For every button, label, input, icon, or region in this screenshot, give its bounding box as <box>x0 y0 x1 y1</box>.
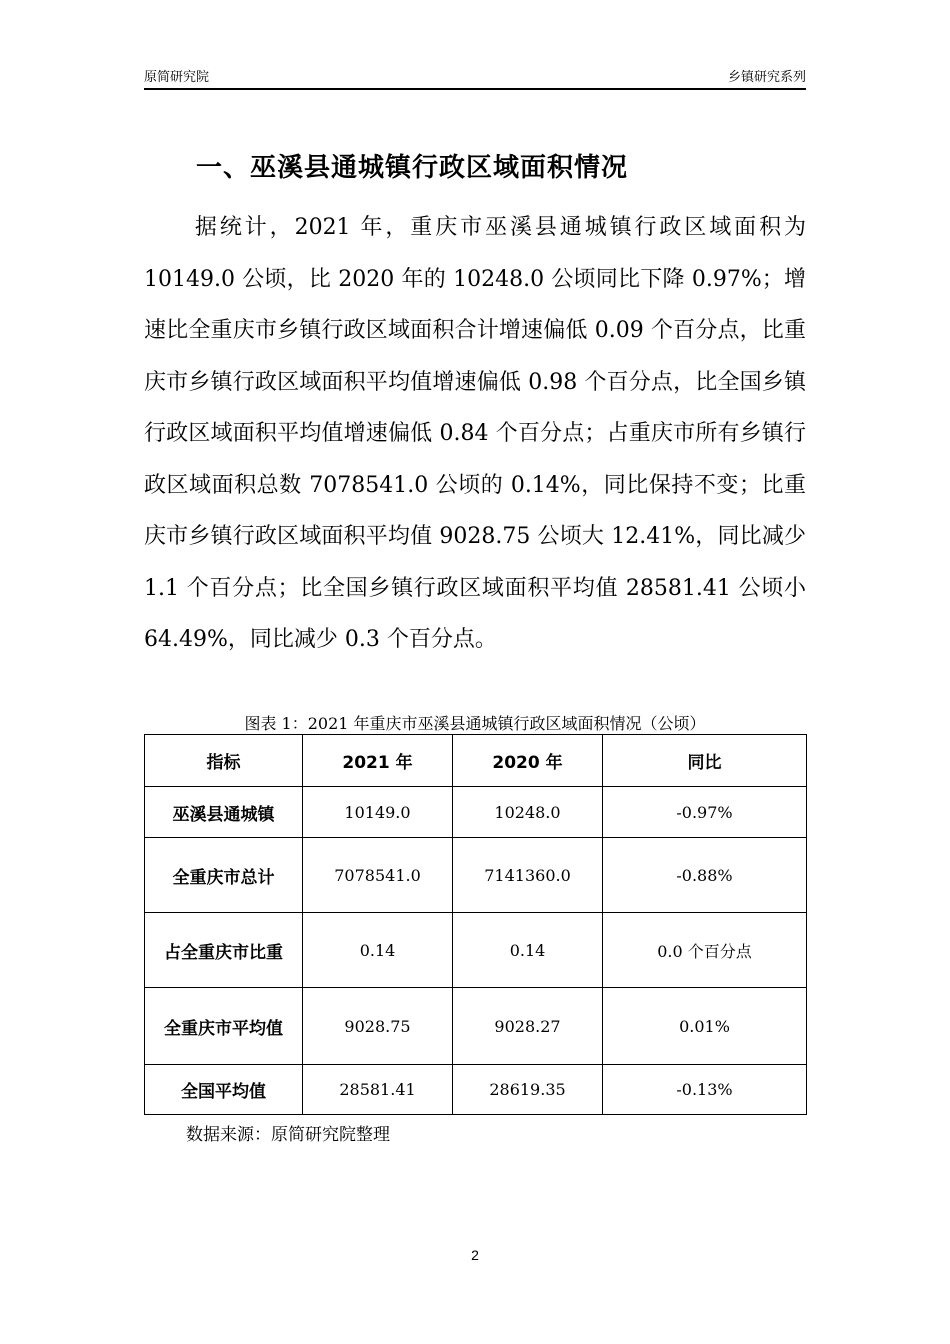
table-row <box>145 988 807 1065</box>
cell-yoy: -0.13% <box>603 1065 807 1115</box>
cell-yoy: 0.01% <box>603 988 807 1065</box>
row-label: 占全重庆市比重 <box>145 913 303 988</box>
table-row <box>145 1065 807 1115</box>
header-cell-2020: 2020 年 <box>453 735 603 787</box>
body-paragraph <box>144 202 806 666</box>
table-row <box>145 787 807 838</box>
section-title: 一、巫溪县通城镇行政区域面积情况 <box>196 153 629 183</box>
table-header-row <box>145 735 807 787</box>
header-cell-indicator: 指标 <box>145 735 303 787</box>
header-cell-yoy: 同比 <box>603 735 807 787</box>
page-number: 2 <box>471 1247 479 1263</box>
cell-2020: 28619.35 <box>453 1065 603 1115</box>
cell-yoy: -0.88% <box>603 838 807 913</box>
header-series-name: 乡镇研究系列 <box>727 69 806 84</box>
cell-2020: 0.14 <box>453 913 603 988</box>
cell-2021: 10149.0 <box>303 787 453 838</box>
header-org-name: 原简研究院 <box>144 69 210 84</box>
data-source-note: 数据来源：原简研究院整理 <box>186 1125 390 1145</box>
table-row <box>145 913 807 988</box>
row-label: 全国平均值 <box>145 1065 303 1115</box>
table-row <box>145 838 807 913</box>
cell-2021: 0.14 <box>303 913 453 988</box>
cell-yoy: 0.0 个百分点 <box>603 913 807 988</box>
cell-2020: 7141360.0 <box>453 838 603 913</box>
cell-2021: 28581.41 <box>303 1065 453 1115</box>
area-table <box>144 734 807 1115</box>
row-label: 全重庆市平均值 <box>145 988 303 1065</box>
cell-2020: 9028.27 <box>453 988 603 1065</box>
cell-2021: 7078541.0 <box>303 838 453 913</box>
header-divider <box>144 88 806 90</box>
cell-2020: 10248.0 <box>453 787 603 838</box>
row-label: 巫溪县通城镇 <box>145 787 303 838</box>
cell-yoy: -0.97% <box>603 787 807 838</box>
paragraph-text: 据统计，2021 年，重庆市巫溪县通城镇行政区域面积为 10149.0 公顷，比 2020 年的 10248.0 公顷同比下降 0.97%；增速比全重庆市乡镇行政区域面积合计增速偏低 0.09 个百分点，比重庆市乡镇行政区域面积平均值增速偏低 0.98 个百分点，比全国乡镇行政区域面积平均值增速偏低 0.84 个百分点；占重庆市所有乡镇行政区域面积总数 7078541.0 公顷的 0.14%，同比保持不变；比重庆市乡镇行政区域面积平均值 9028.75 公顷大 12.41%，同比减少 1.1 个百分点；比全国乡镇行政区域面积平均值 28581.41 公顷小 64.49%，同比减少 0.3 个百分点。 <box>144 215 806 652</box>
header-cell-2021: 2021 年 <box>303 735 453 787</box>
cell-2021: 9028.75 <box>303 988 453 1065</box>
row-label: 全重庆市总计 <box>145 838 303 913</box>
table-caption: 图表 1：2021 年重庆市巫溪县通城镇行政区域面积情况（公顷） <box>244 714 706 733</box>
